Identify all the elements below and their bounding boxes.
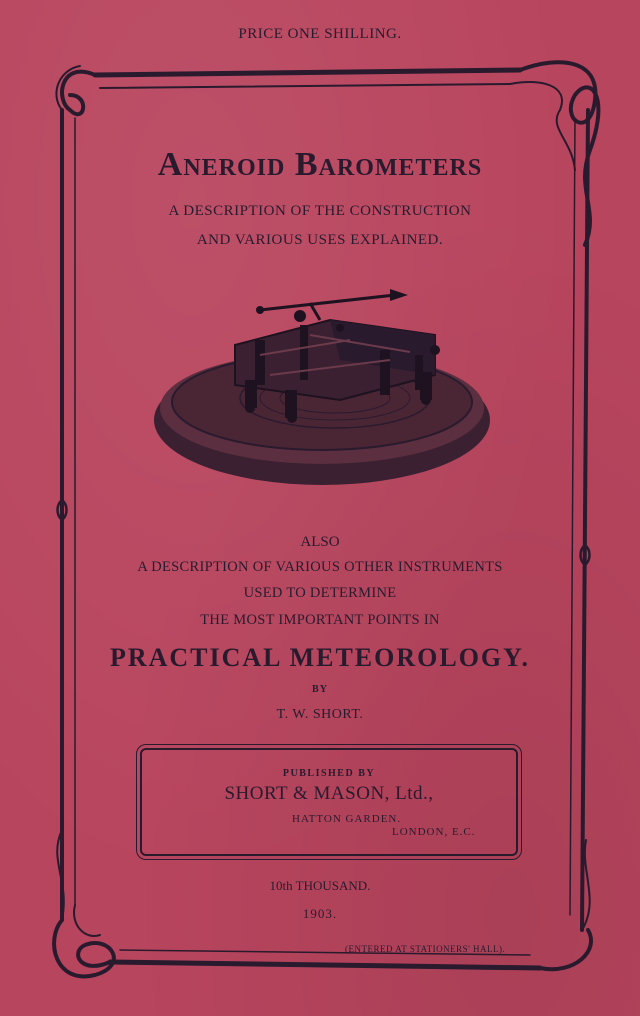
description-line-1: A DESCRIPTION OF VARIOUS OTHER INSTRUMENTS — [137, 559, 503, 575]
published-by-label: PUBLISHED BY — [282, 768, 376, 779]
book-title: Aneroid Barometers — [157, 146, 483, 183]
subtitle-line-2: AND VARIOUS USES EXPLAINED. — [196, 232, 444, 248]
author-name: T. W. SHORT. — [276, 707, 364, 722]
subtitle-line-1: A DESCRIPTION OF THE CONSTRUCTION — [168, 203, 472, 219]
publisher-box — [140, 748, 518, 856]
description-line-2: USED TO DETERMINE — [243, 585, 397, 601]
edition-label: 10th THOUSAND. — [269, 878, 371, 893]
entered-at-stationers-hall: (ENTERED AT STATIONERS' HALL). — [345, 944, 506, 954]
price-label: PRICE ONE SHILLING. — [238, 26, 402, 42]
publication-year: 1903. — [302, 906, 338, 921]
also-label: ALSO — [300, 534, 340, 550]
subject-heading: PRACTICAL METEOROLOGY. — [109, 643, 531, 672]
publisher-address-line-2: LONDON, E.C. — [392, 826, 476, 838]
publisher-name: SHORT & MASON, Ltd., — [224, 783, 434, 804]
aneroid-barometer-illustration-icon — [150, 280, 500, 505]
publisher-address-line-1: HATTON GARDEN. — [292, 813, 402, 825]
by-label: BY — [312, 684, 328, 695]
description-line-3: THE MOST IMPORTANT POINTS IN — [200, 612, 440, 628]
